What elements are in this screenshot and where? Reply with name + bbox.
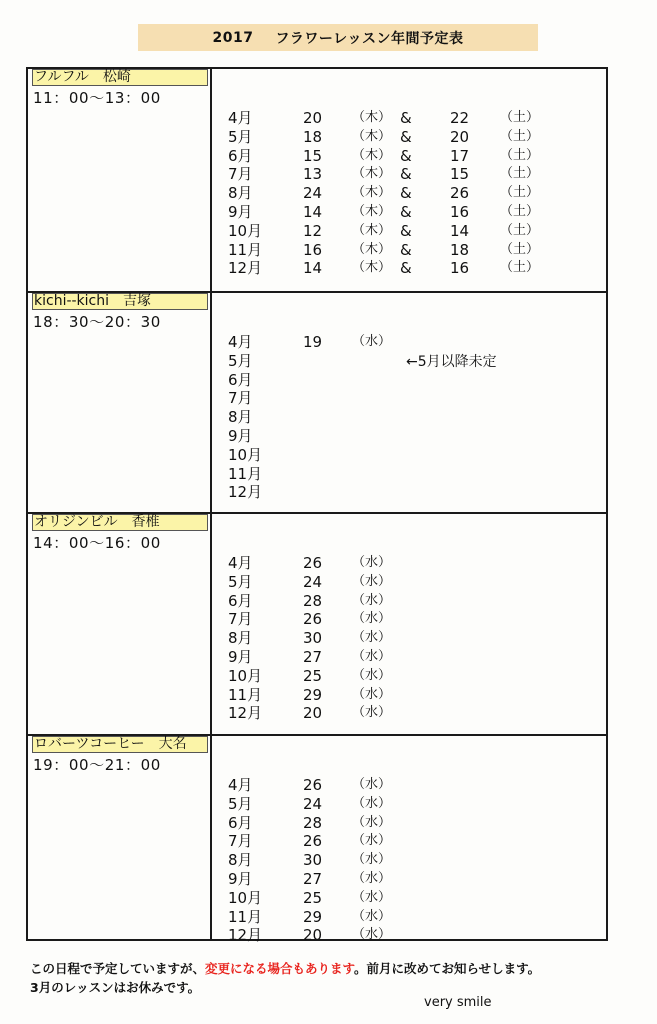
class-name: オリジンビル 香椎 bbox=[32, 514, 208, 531]
second-weekday: （土） bbox=[500, 241, 540, 257]
second-day: 16 bbox=[450, 202, 470, 221]
month: 12月 bbox=[228, 926, 263, 945]
day: 14 bbox=[303, 202, 323, 221]
weekday: （水） bbox=[352, 667, 392, 683]
class-time: 19：00〜21：00 bbox=[33, 756, 161, 774]
class-info bbox=[28, 293, 212, 512]
class-block bbox=[28, 514, 606, 736]
second-weekday: （土） bbox=[500, 166, 540, 182]
second-weekday: （土） bbox=[500, 110, 540, 125]
day: 24 bbox=[303, 794, 323, 813]
second-day: 14 bbox=[450, 221, 470, 240]
weekday: （水） bbox=[352, 648, 392, 664]
month: 7月 bbox=[228, 389, 253, 408]
day: 27 bbox=[303, 647, 323, 666]
month: 12月 bbox=[228, 704, 263, 723]
month: 7月 bbox=[228, 610, 253, 629]
day: 19 bbox=[303, 333, 323, 351]
weekday: （木） bbox=[352, 147, 392, 163]
month: 11月 bbox=[228, 240, 263, 259]
weekday: （木） bbox=[352, 185, 392, 201]
day: 26 bbox=[303, 554, 323, 572]
ampersand: & bbox=[400, 127, 412, 146]
class-time: 14：00〜16：00 bbox=[33, 534, 161, 552]
weekday: （木） bbox=[352, 222, 392, 238]
day: 13 bbox=[303, 165, 323, 184]
class-block bbox=[28, 69, 606, 293]
class-time: 18：30〜20：30 bbox=[33, 313, 161, 331]
month: 12月 bbox=[228, 483, 263, 502]
month: 9月 bbox=[228, 647, 253, 666]
second-weekday: （土） bbox=[500, 147, 540, 163]
day: 18 bbox=[303, 127, 323, 146]
day: 20 bbox=[303, 704, 323, 723]
footer-notice bbox=[30, 959, 540, 977]
footer-text-b: 。前月に改めてお知らせします。 bbox=[354, 961, 541, 976]
day: 25 bbox=[303, 888, 323, 907]
weekday: （水） bbox=[352, 686, 392, 702]
month: 12月 bbox=[228, 259, 263, 278]
month: 9月 bbox=[228, 869, 253, 888]
second-weekday: （土） bbox=[500, 128, 540, 144]
month: 11月 bbox=[228, 464, 263, 483]
weekday: （木） bbox=[352, 203, 392, 219]
weekday: （水） bbox=[352, 334, 392, 349]
second-day: 22 bbox=[450, 109, 470, 127]
weekday: （水） bbox=[352, 592, 392, 608]
weekday: （水） bbox=[352, 573, 392, 589]
day: 24 bbox=[303, 184, 323, 203]
title-year: 2017 bbox=[212, 29, 254, 46]
day: 12 bbox=[303, 221, 323, 240]
day: 26 bbox=[303, 776, 323, 794]
footer-march-note: 3月のレッスンはお休みです。 bbox=[30, 980, 201, 995]
ampersand: & bbox=[400, 109, 412, 127]
ampersand: & bbox=[400, 259, 412, 278]
month: 5月 bbox=[228, 351, 253, 370]
day: 25 bbox=[303, 666, 323, 685]
class-block bbox=[28, 293, 606, 514]
day: 30 bbox=[303, 851, 323, 870]
weekday: （水） bbox=[352, 795, 392, 811]
month: 6月 bbox=[228, 146, 253, 165]
day: 20 bbox=[303, 109, 323, 127]
month: 10月 bbox=[228, 888, 263, 907]
month: 10月 bbox=[228, 221, 263, 240]
day: 24 bbox=[303, 572, 323, 591]
schedule-note: ←5月以降未定 bbox=[406, 354, 497, 370]
weekday: （水） bbox=[352, 630, 392, 646]
class-info bbox=[28, 736, 212, 939]
day: 28 bbox=[303, 591, 323, 610]
class-time: 11：00〜13：00 bbox=[33, 89, 161, 107]
month: 5月 bbox=[228, 127, 253, 146]
day: 26 bbox=[303, 832, 323, 851]
month: 4月 bbox=[228, 109, 253, 127]
class-name: ロバーツコーヒー 大名 bbox=[32, 736, 208, 753]
month: 6月 bbox=[228, 591, 253, 610]
weekday: （木） bbox=[352, 241, 392, 257]
day: 28 bbox=[303, 813, 323, 832]
month: 6月 bbox=[228, 813, 253, 832]
second-weekday: （土） bbox=[500, 222, 540, 238]
weekday: （水） bbox=[352, 777, 392, 792]
month: 8月 bbox=[228, 851, 253, 870]
class-name: フルフル 松崎 bbox=[32, 69, 208, 86]
month: 4月 bbox=[228, 333, 253, 351]
class-info bbox=[28, 514, 212, 734]
day: 29 bbox=[303, 685, 323, 704]
footer-text-a: この日程で予定していますが、 bbox=[30, 961, 206, 976]
month: 8月 bbox=[228, 629, 253, 648]
weekday: （水） bbox=[352, 852, 392, 868]
month: 5月 bbox=[228, 794, 253, 813]
second-day: 18 bbox=[450, 240, 470, 259]
second-day: 15 bbox=[450, 165, 470, 184]
title-text: フラワーレッスン年間予定表 bbox=[275, 30, 464, 47]
weekday: （水） bbox=[352, 555, 392, 570]
second-day: 17 bbox=[450, 146, 470, 165]
weekday: （水） bbox=[352, 927, 392, 943]
day: 29 bbox=[303, 907, 323, 926]
month: 5月 bbox=[228, 572, 253, 591]
day: 30 bbox=[303, 629, 323, 648]
weekday: （水） bbox=[352, 908, 392, 924]
signature: very smile bbox=[424, 995, 492, 1010]
day: 27 bbox=[303, 869, 323, 888]
month: 4月 bbox=[228, 554, 253, 572]
page-title bbox=[138, 24, 538, 51]
ampersand: & bbox=[400, 165, 412, 184]
second-day: 26 bbox=[450, 184, 470, 203]
ampersand: & bbox=[400, 240, 412, 259]
schedule-table bbox=[26, 67, 608, 945]
second-day: 20 bbox=[450, 127, 470, 146]
day: 20 bbox=[303, 926, 323, 945]
ampersand: & bbox=[400, 184, 412, 203]
day: 15 bbox=[303, 146, 323, 165]
weekday: （水） bbox=[352, 889, 392, 905]
ampersand: & bbox=[400, 146, 412, 165]
month: 4月 bbox=[228, 776, 253, 794]
weekday: （木） bbox=[352, 166, 392, 182]
second-weekday: （土） bbox=[500, 203, 540, 219]
class-block bbox=[28, 736, 606, 945]
month: 9月 bbox=[228, 426, 253, 445]
second-weekday: （土） bbox=[500, 185, 540, 201]
weekday: （水） bbox=[352, 814, 392, 830]
month: 7月 bbox=[228, 165, 253, 184]
month: 8月 bbox=[228, 408, 253, 427]
weekday: （木） bbox=[352, 260, 392, 276]
second-day: 16 bbox=[450, 259, 470, 278]
month: 10月 bbox=[228, 666, 263, 685]
month: 11月 bbox=[228, 907, 263, 926]
footer-warning: 変更になる場合もあります bbox=[205, 961, 355, 976]
month: 9月 bbox=[228, 202, 253, 221]
class-info bbox=[28, 69, 212, 291]
class-name: kichi--kichi 吉塚 bbox=[32, 293, 208, 310]
ampersand: & bbox=[400, 202, 412, 221]
month: 8月 bbox=[228, 184, 253, 203]
month: 6月 bbox=[228, 370, 253, 389]
month: 7月 bbox=[228, 832, 253, 851]
month: 10月 bbox=[228, 445, 263, 464]
second-weekday: （土） bbox=[500, 260, 540, 276]
weekday: （水） bbox=[352, 611, 392, 627]
ampersand: & bbox=[400, 221, 412, 240]
day: 16 bbox=[303, 240, 323, 259]
weekday: （水） bbox=[352, 833, 392, 849]
weekday: （木） bbox=[352, 110, 392, 125]
day: 26 bbox=[303, 610, 323, 629]
weekday: （木） bbox=[352, 128, 392, 144]
day: 14 bbox=[303, 259, 323, 278]
weekday: （水） bbox=[352, 705, 392, 721]
month: 11月 bbox=[228, 685, 263, 704]
weekday: （水） bbox=[352, 870, 392, 886]
